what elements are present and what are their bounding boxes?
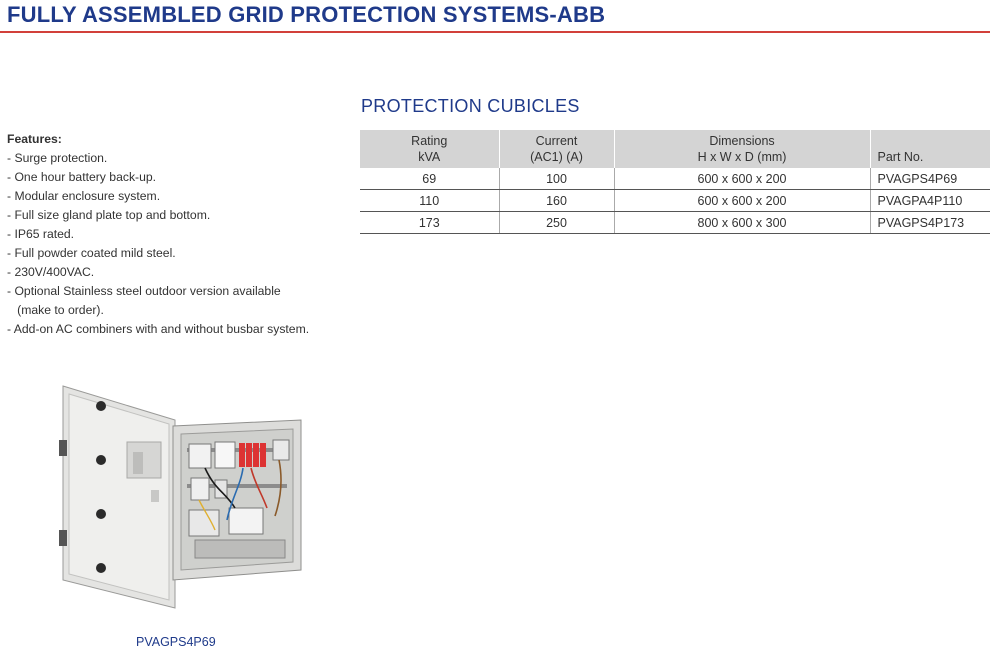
table-row: [360, 212, 990, 234]
title-divider: [0, 31, 990, 33]
table-row: [360, 168, 990, 190]
enclosure-cabinet-icon: [55, 380, 310, 610]
cell-dimensions: 600 x 600 x 200: [614, 190, 870, 212]
header-rating: Rating kVA: [360, 130, 499, 168]
image-caption: PVAGPS4P69: [136, 635, 216, 649]
cell-current: 250: [499, 212, 614, 234]
cell-part-no: PVAGPA4P110: [870, 190, 990, 212]
header-current: Current (AC1) (A): [499, 130, 614, 168]
feature-item: - Full size gland plate top and bottom.: [7, 208, 211, 222]
table-row: [360, 190, 990, 212]
feature-item: - IP65 rated.: [7, 227, 75, 241]
feature-item: - Modular enclosure system.: [7, 189, 161, 203]
features-heading: Features:: [7, 132, 62, 146]
cell-rating: 110: [360, 190, 499, 212]
header-dimensions: Dimensions H x W x D (mm): [614, 130, 870, 168]
feature-item: - 230V/400VAC.: [7, 265, 95, 279]
table-header-row: [360, 130, 990, 168]
cell-current: 100: [499, 168, 614, 190]
cell-rating: 69: [360, 168, 499, 190]
feature-item: - One hour battery back-up.: [7, 170, 157, 184]
cell-dimensions: 600 x 600 x 200: [614, 168, 870, 190]
page-title: FULLY ASSEMBLED GRID PROTECTION SYSTEMS-ABB: [7, 2, 606, 27]
cell-dimensions: 800 x 600 x 300: [614, 212, 870, 234]
cell-rating: 173: [360, 212, 499, 234]
feature-item: - Full powder coated mild steel.: [7, 246, 176, 260]
feature-item: - Add-on AC combiners with and without busbar system.: [7, 322, 310, 336]
cell-current: 160: [499, 190, 614, 212]
features-list: [7, 130, 347, 339]
protection-cubicles-table: [360, 130, 990, 234]
feature-item: - Optional Stainless steel outdoor version available: [7, 284, 281, 298]
feature-item: - Surge protection.: [7, 151, 108, 165]
cell-part-no: PVAGPS4P69: [870, 168, 990, 190]
section-title: PROTECTION CUBICLES: [361, 96, 580, 116]
cell-part-no: PVAGPS4P173: [870, 212, 990, 234]
feature-item: (make to order).: [7, 303, 104, 317]
header-part-no: Part No.: [870, 130, 990, 168]
